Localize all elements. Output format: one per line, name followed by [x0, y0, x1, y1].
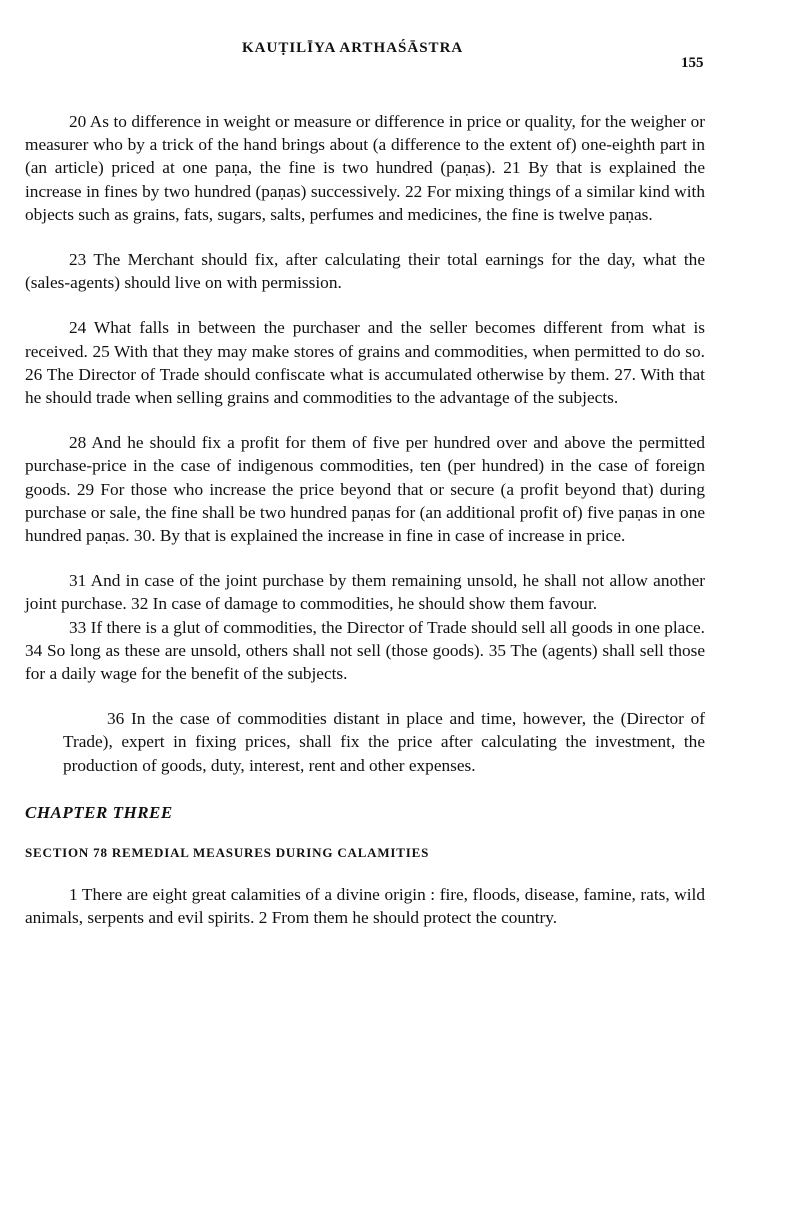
paragraph-36: 36 In the case of commodities distant in place and time, however, the (Director of Trade), expert in fixing prices, shall fix the price after calculating the investment, the production of goods, duty, interest, rent and other expenses. [63, 709, 705, 775]
paragraph-section-78: 1 There are eight great calamities of a divine origin : fire, floods, disease, famine, rats, wild animals, serpents and evil spirits. 2 From them he should protect the country. [25, 884, 705, 928]
page-number: 155 [681, 55, 704, 71]
page-header [0, 40, 792, 70]
paragraph-23: 23 The Merchant should fix, after calculating their total earnings for the day, what the (sales-agents) should live on with permission. [25, 250, 705, 293]
running-title: KAUṬILĪYA ARTHAŚĀSTRA [242, 40, 464, 56]
paragraph-33-35: 33 If there is a glut of commodities, the Director of Trade should sell all goods in one place. 34 So long as these are unsold, others shall not sell (those goods). 35 The (agents) shall sell those for a daily wage for the benefit of the subjects. [25, 617, 705, 684]
paragraph-31-32: 31 And in case of the joint purchase by them remaining unsold, he shall not allow another joint purchase. 32 In case of damage to commodities, he should show them favour. [25, 571, 705, 614]
page-body [25, 110, 705, 951]
section-heading: SECTION 78 REMEDIAL MEASURES DURING CALAMITIES [25, 844, 430, 860]
paragraph-24-27: 24 What falls in between the purchaser and the seller becomes different from what is received. 25 With that they may make stores of grains and commodities, when permitted to do so. 26 The Director of Trade should confiscate what is accumulated otherwise by them. 27. With that he should trade when selling grains and commodities to the advantage of the subjects. [25, 318, 705, 408]
paragraph-28-30: 28 And he should fix a profit for them of five per hundred over and above the permitted purchase-price in the case of indigenous commodities, ten (per hundred) in the case of foreign goods. 29 For those who increase the price beyond that or secure (a profit beyond that) during purchase or sale, the fine shall be two hundred paṇas for (an additional profit of) five paṇas in one hundred paṇas. 30. By that is explained the increase in fine in case of increase in price. [25, 433, 705, 546]
paragraph-20-22: 20 As to difference in weight or measure or difference in price or quality, for the weigher or measurer who by a trick of the hand brings about (a difference to the extent of) one-eighth part in (an article) priced at one paṇa, the fine is two hundred (paṇas). 21 By that is explained the increase in fines by two hundred (paṇas) successively. 22 For mixing things of a similar kind with objects such as grains, fats, sugars, salts, perfumes and medicines, the fine is twelve paṇas. [25, 112, 705, 224]
chapter-heading: CHAPTER THREE [25, 802, 173, 822]
